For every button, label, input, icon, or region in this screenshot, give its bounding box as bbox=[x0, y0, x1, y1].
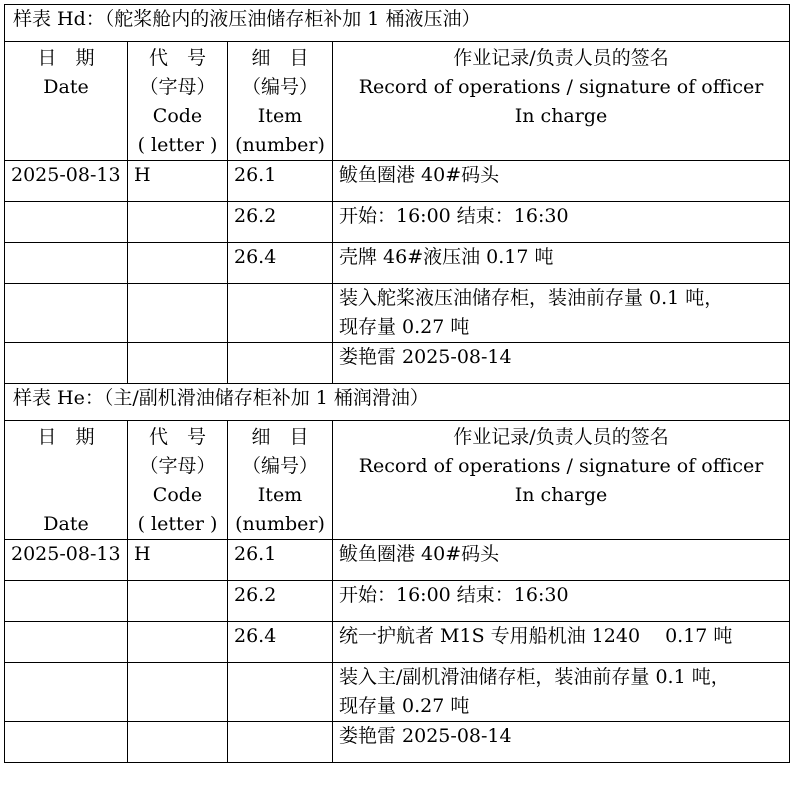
table-row bbox=[5, 284, 790, 343]
header-item-en: Item bbox=[257, 105, 303, 127]
header-item-cn: 细 目 bbox=[251, 426, 309, 448]
cell-record: 娄艳雷 2025-08-14 bbox=[333, 343, 790, 384]
cell-date bbox=[5, 284, 128, 343]
cell-date bbox=[5, 202, 128, 243]
cell-date bbox=[5, 663, 128, 722]
cell-code bbox=[128, 284, 228, 343]
table-row bbox=[5, 581, 790, 622]
header-date bbox=[5, 421, 128, 540]
header-date-en: Date bbox=[43, 76, 89, 98]
header-date-en: Date bbox=[43, 513, 89, 535]
header-date-cn: 日 期 bbox=[37, 426, 95, 448]
cell-code bbox=[128, 243, 228, 284]
cell-item: 26.4 bbox=[228, 243, 333, 284]
header-record-en2: In charge bbox=[514, 484, 608, 506]
header-code-en: Code bbox=[152, 484, 203, 506]
header-record-cn: 作业记录/负责人员的签名 bbox=[453, 47, 669, 69]
cell-date bbox=[5, 722, 128, 763]
table-row bbox=[5, 161, 790, 202]
section-hd-header-row bbox=[5, 42, 790, 161]
header-record-cn: 作业记录/负责人员的签名 bbox=[453, 426, 669, 448]
cell-record: 开始：16:00 结束：16:30 bbox=[333, 581, 790, 622]
cell-record: 鲅鱼圈港 40#码头 bbox=[333, 161, 790, 202]
table-row bbox=[5, 243, 790, 284]
cell-code bbox=[128, 663, 228, 722]
cell-item bbox=[228, 343, 333, 384]
cell-date bbox=[5, 243, 128, 284]
cell-record: 开始：16:00 结束：16:30 bbox=[333, 202, 790, 243]
header-code-en: Code bbox=[152, 105, 203, 127]
section-hd-title-row bbox=[5, 5, 790, 42]
cell-code bbox=[128, 202, 228, 243]
header-record-en: Record of operations / signature of officer bbox=[358, 455, 764, 477]
header-item-cn: 细 目 bbox=[251, 47, 309, 69]
header-code-en2: ( letter ) bbox=[137, 513, 218, 535]
cell-item: 26.4 bbox=[228, 622, 333, 663]
header-item bbox=[228, 421, 333, 540]
cell-item: 26.1 bbox=[228, 161, 333, 202]
table-row bbox=[5, 202, 790, 243]
header-record bbox=[333, 42, 790, 161]
cell-item: 26.2 bbox=[228, 581, 333, 622]
table-row bbox=[5, 622, 790, 663]
section-he-title-row bbox=[5, 384, 790, 421]
header-item-en2: (number) bbox=[235, 513, 325, 535]
table-row bbox=[5, 722, 790, 763]
cell-date: 2025-08-13 bbox=[5, 540, 128, 581]
table-row bbox=[5, 540, 790, 581]
header-code-cn: 代 号 bbox=[148, 47, 206, 69]
cell-code bbox=[128, 581, 228, 622]
cell-record: 娄艳雷 2025-08-14 bbox=[333, 722, 790, 763]
header-item-en: Item bbox=[257, 484, 303, 506]
cell-code: H bbox=[128, 161, 228, 202]
table-row bbox=[5, 663, 790, 722]
cell-item: 26.1 bbox=[228, 540, 333, 581]
header-item-en2: (number) bbox=[235, 134, 325, 156]
record-line-1: 装入主/副机滑油储存柜，装油前存量 0.1 吨， bbox=[339, 666, 730, 688]
cell-date: 2025-08-13 bbox=[5, 161, 128, 202]
cell-code: H bbox=[128, 540, 228, 581]
cell-record: 统一护航者 M1S 专用船机油 1240 0.17 吨 bbox=[333, 622, 790, 663]
cell-record bbox=[333, 284, 790, 343]
header-code-cn2: （字母） bbox=[139, 455, 216, 477]
section-hd-title: 样表 Hd：（舵桨舱内的液压油储存柜补加 1 桶液压油） bbox=[5, 5, 790, 42]
cell-item bbox=[228, 663, 333, 722]
header-date-cn: 日 期 bbox=[37, 47, 95, 69]
section-he-title: 样表 He：（主/副机滑油储存柜补加 1 桶润滑油） bbox=[5, 384, 790, 421]
cell-code bbox=[128, 343, 228, 384]
header-date bbox=[5, 42, 128, 161]
header-code-cn: 代 号 bbox=[148, 426, 206, 448]
header-item bbox=[228, 42, 333, 161]
header-record bbox=[333, 421, 790, 540]
cell-date bbox=[5, 581, 128, 622]
section-he-header-row bbox=[5, 421, 790, 540]
cell-item: 26.2 bbox=[228, 202, 333, 243]
record-line-1: 装入舵桨液压油储存柜，装油前存量 0.1 吨， bbox=[339, 287, 724, 309]
header-code-en2: ( letter ) bbox=[137, 134, 218, 156]
cell-date bbox=[5, 622, 128, 663]
header-item-cn2: （编号） bbox=[241, 455, 318, 477]
header-record-en2: In charge bbox=[514, 105, 608, 127]
oil-record-table bbox=[4, 4, 790, 763]
record-line-2: 现存量 0.27 吨 bbox=[339, 695, 470, 717]
cell-item bbox=[228, 722, 333, 763]
cell-record: 鲅鱼圈港 40#码头 bbox=[333, 540, 790, 581]
table-row bbox=[5, 343, 790, 384]
cell-record: 壳牌 46#液压油 0.17 吨 bbox=[333, 243, 790, 284]
cell-date bbox=[5, 343, 128, 384]
header-item-cn2: （编号） bbox=[241, 76, 318, 98]
header-code bbox=[128, 42, 228, 161]
header-code bbox=[128, 421, 228, 540]
cell-code bbox=[128, 722, 228, 763]
header-record-en: Record of operations / signature of officer bbox=[358, 76, 764, 98]
header-code-cn2: （字母） bbox=[139, 76, 216, 98]
cell-code bbox=[128, 622, 228, 663]
cell-record bbox=[333, 663, 790, 722]
record-line-2: 现存量 0.27 吨 bbox=[339, 316, 470, 338]
cell-item bbox=[228, 284, 333, 343]
